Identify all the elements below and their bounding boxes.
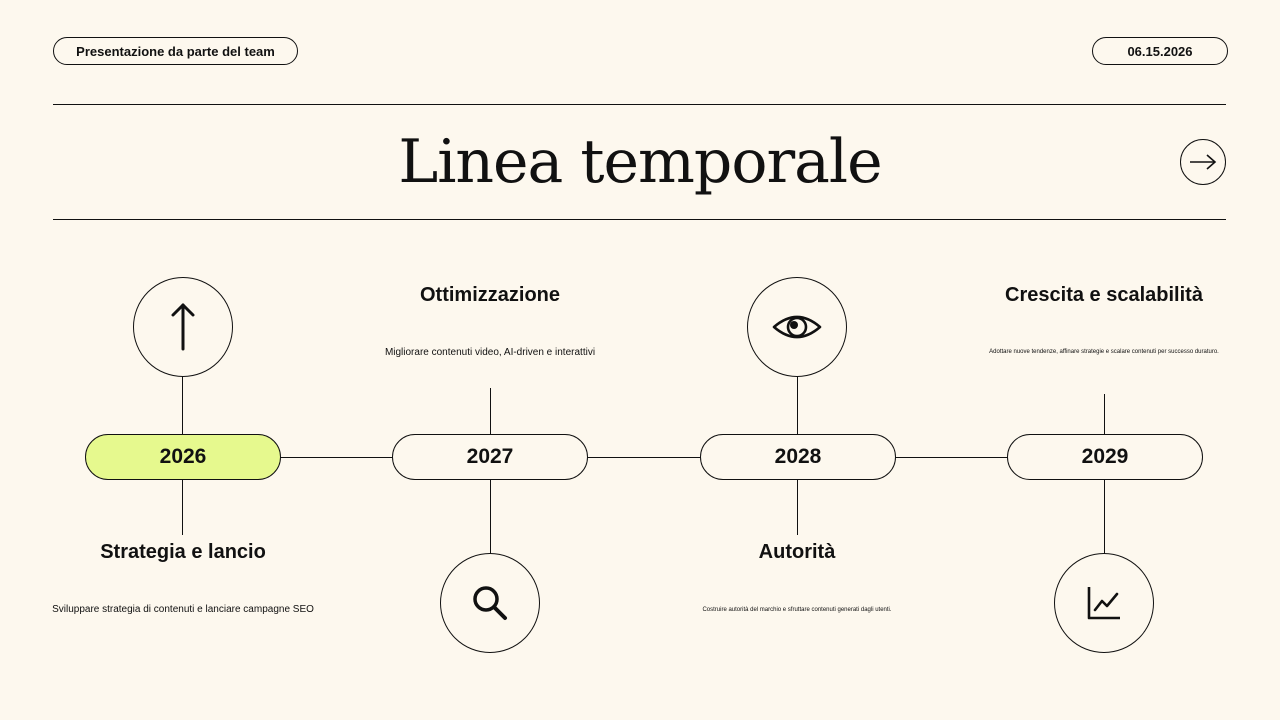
stem-line [1104,394,1105,434]
date-badge: 06.15.2026 [1092,37,1228,65]
milestone-icon-circle [747,277,847,377]
milestone-icon-circle [1054,553,1154,653]
milestone-description: Costruire autorità del marchio e sfruttare contenuti generati dagli utenti. [702,607,892,613]
timeline-connector [587,457,701,458]
timeline-connector [895,457,1008,458]
top-divider [53,104,1226,105]
stem-line [182,376,183,434]
timeline-connector [280,457,393,458]
page-title: Linea temporale [398,127,882,197]
chart-icon [1086,585,1122,621]
milestone-icon-circle [133,277,233,377]
milestone-description: Adottare nuove tendenze, affinare strategie e scalare contenuti per successo duraturo. [989,349,1219,355]
stem-line [182,480,183,535]
next-button[interactable] [1180,139,1226,185]
stem-line [490,480,491,554]
year-pill-2026[interactable]: 2026 [85,434,281,480]
team-label: Presentazione da parte del team [53,37,298,65]
year-pill-2028[interactable]: 2028 [700,434,896,480]
year-pill-2029[interactable]: 2029 [1007,434,1203,480]
milestone-description: Sviluppare strategia di contenuti e lanciare campagne SEO [52,604,314,615]
arrow-right-icon [1188,152,1218,172]
milestone-icon-circle [440,553,540,653]
arrow-up-icon [168,301,198,353]
milestone-description: Migliorare contenuti video, AI-driven e interattivi [384,347,596,358]
stem-line [1104,480,1105,554]
milestone-title: Crescita e scalabilità [1005,284,1203,306]
stem-line [797,376,798,434]
milestone-title: Ottimizzazione [419,284,560,306]
year-pill-2027[interactable]: 2027 [392,434,588,480]
search-icon [470,583,510,623]
eye-icon [771,310,823,344]
milestone-title: Strategia e lancio [100,541,266,563]
milestone-title: Autorità [758,541,836,563]
stem-line [490,388,491,434]
stem-line [797,480,798,535]
bottom-divider [53,219,1226,220]
